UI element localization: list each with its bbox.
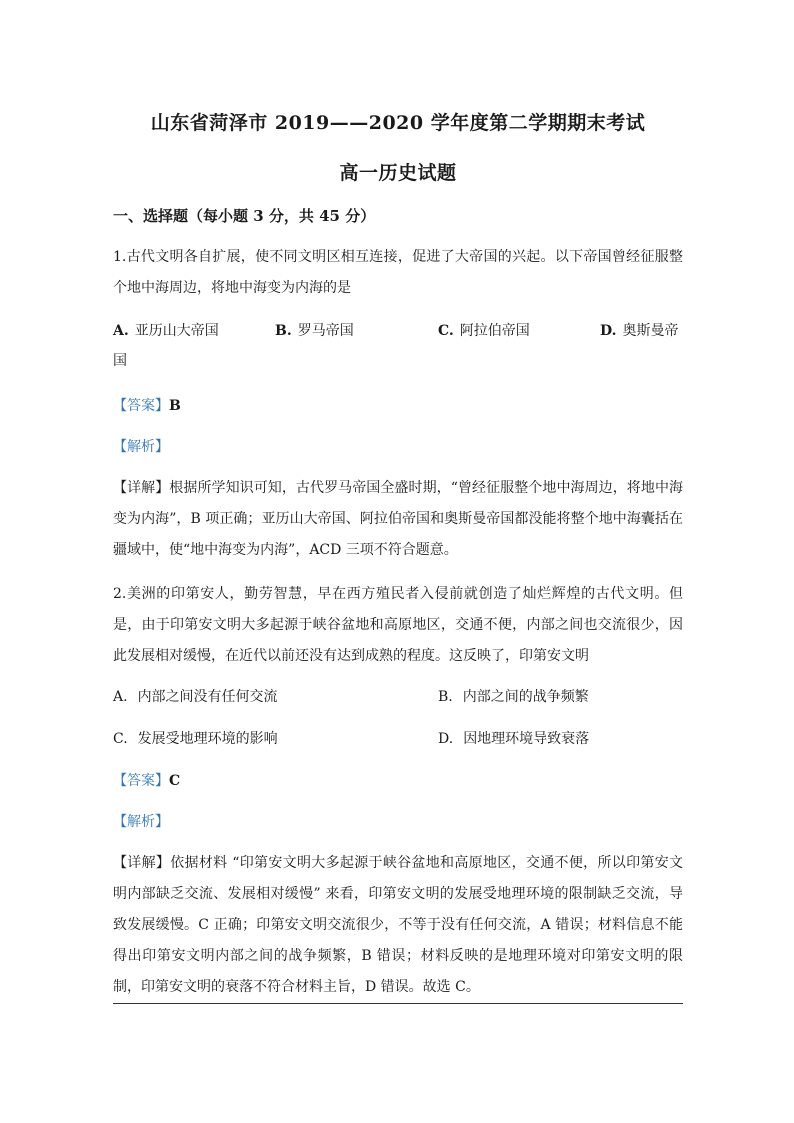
question-1-stem: 1.古代文明各自扩展，使不同文明区相互连接，促进了大帝国的兴起。以下帝国曾经征服整个地中海周边，将地中海变为内海的是 xyxy=(113,249,683,296)
q1-option-d xyxy=(600,321,679,341)
exam-page xyxy=(113,0,683,1123)
q1-answer xyxy=(113,396,181,416)
exam-title: 山东省菏泽市 2019——2020 学年度第二学期期末考试 xyxy=(150,112,646,134)
q2-option-b-text: 内部之间的战争频繁 xyxy=(462,689,589,705)
q1-option-b-letter: B. xyxy=(275,323,292,339)
bottom-divider xyxy=(113,1003,683,1004)
q2-answer-value: C xyxy=(169,773,181,789)
q2-option-c xyxy=(113,729,278,749)
q1-detail-label: 【详解】 xyxy=(113,480,170,496)
exam-subtitle: 高一历史试题 xyxy=(339,162,457,184)
q2-option-b-letter: B. xyxy=(438,689,453,705)
q2-detail-label: 【详解】 xyxy=(113,855,171,871)
q2-option-d-text: 因地理环境导致衰落 xyxy=(463,731,590,747)
q1-option-b xyxy=(275,321,354,341)
q1-answer-value: B xyxy=(169,398,181,414)
q1-option-a-letter: A. xyxy=(113,323,129,339)
q2-analysis-text: 【解析】 xyxy=(113,814,169,830)
q2-detail xyxy=(113,848,683,1003)
q2-analysis-label xyxy=(113,812,169,832)
q1-detail xyxy=(113,473,683,566)
q2-answer-label: 【答案】 xyxy=(113,773,169,789)
q2-option-c-letter: C. xyxy=(113,731,128,747)
q1-option-a xyxy=(113,321,219,341)
q1-option-d-wrap: 国 xyxy=(113,353,127,369)
q2-option-d-letter: D. xyxy=(438,731,454,747)
q2-option-b xyxy=(438,687,589,707)
q1-option-c-text: 阿拉伯帝国 xyxy=(459,323,530,339)
q1-option-d-letter: D. xyxy=(600,323,617,339)
q2-option-c-text: 发展受地理环境的影响 xyxy=(137,731,278,747)
q1-option-c-letter: C. xyxy=(438,323,454,339)
q1-analysis-label xyxy=(113,437,169,457)
q2-option-a-text: 内部之间没有任何交流 xyxy=(137,689,278,705)
question-2-stem: 2.美洲的印第安人，勤劳智慧，早在西方殖民者入侵前就创造了灿烂辉煌的古代文明。但是，由于印第安文明大多起源于峡谷盆地和高原地区，交通不便，内部之间也交流很少，因此发展相对缓慢，在近代以前还没有达到成熟的程度。这反映了，印第安文明 xyxy=(113,586,683,664)
q1-option-b-text: 罗马帝国 xyxy=(297,323,354,339)
q1-option-c xyxy=(438,321,530,341)
q2-option-a xyxy=(113,687,278,707)
q2-detail-text: 依据材料 “印第安文明大多起源于峡谷盆地和高原地区，交通不便，所以印第安文明内部缺乏交流、发展相对缓慢” 来看，印第安文明的发展受地理环境的限制缺乏交流，导致发展缓慢。C 正确；印第安文明交流很少，不等于没有任何交流，A 错误；材料信息不能得出印第安文明内部之间的战争频繁，B 错误；材料反映的是地理环境对印第安文明的限制，印第安文明的衰落不符合材料主旨，D 错误。故选 C。 xyxy=(113,855,684,995)
q2-answer xyxy=(113,771,180,791)
q2-option-d xyxy=(438,729,589,749)
q1-answer-label: 【答案】 xyxy=(113,398,169,414)
section-heading: 一、选择题（每小题 3 分，共 45 分） xyxy=(113,207,376,225)
q2-option-a-letter: A. xyxy=(113,689,128,705)
q1-analysis-text: 【解析】 xyxy=(113,439,169,455)
q1-detail-text: 根据所学知识可知，古代罗马帝国全盛时期，“曾经征服整个地中海周边，将地中海变为内海”，B 项正确；亚历山大帝国、阿拉伯帝国和奥斯曼帝国都没能将整个地中海囊括在疆域中，使“地中海变为内海”，ACD 三项不符合题意。 xyxy=(113,480,684,558)
q1-option-a-text: 亚历山大帝国 xyxy=(134,323,219,339)
q1-option-d-text: 奥斯曼帝 xyxy=(622,323,679,339)
